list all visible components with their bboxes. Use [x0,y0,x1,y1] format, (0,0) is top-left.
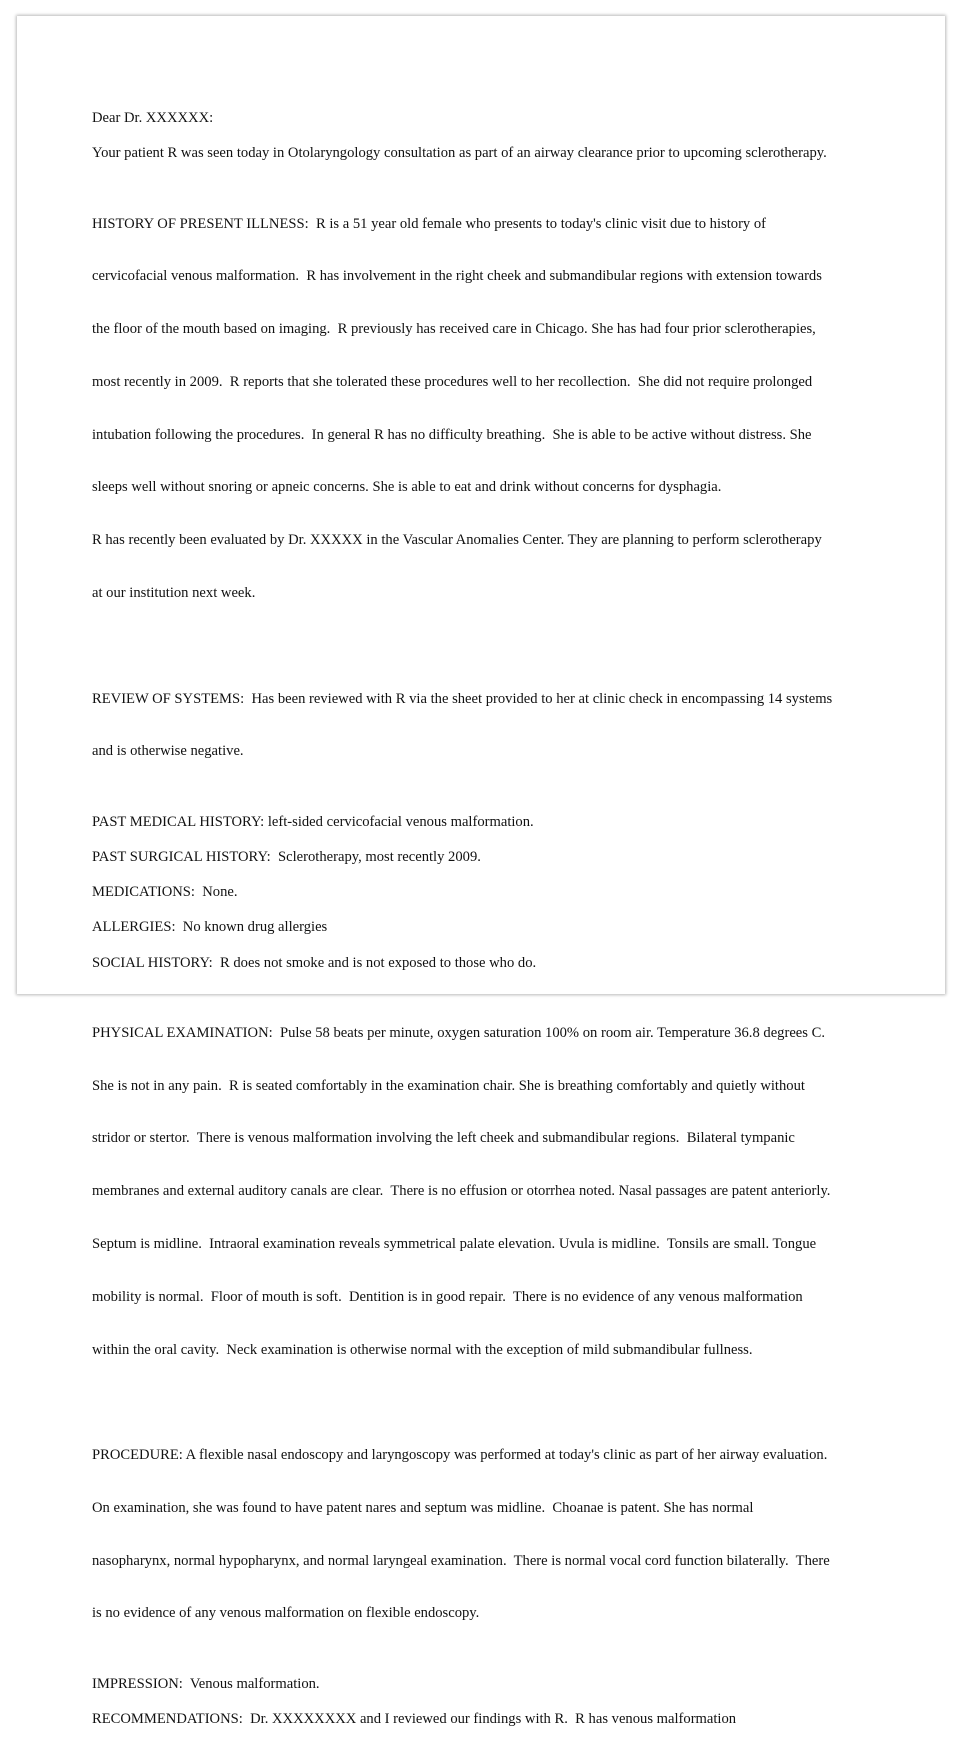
letter-body [92,110,882,1746]
history-of-present-illness [92,180,882,637]
procedure-line: PROCEDURE: A flexible nasal endoscopy and laryngoscopy was performed at today's clinic as part of her airway evaluation. [92,1447,828,1464]
review-of-systems [92,655,882,796]
hpi-line: most recently in 2009. R reports that she tolerated these procedures well to her recollection. She did not require prolonged [92,373,813,390]
past-surgical-history: PAST SURGICAL HISTORY: Sclerotherapy, most recently 2009. [92,848,481,865]
hpi-line: cervicofacial venous malformation. R has involvement in the right cheek and submandibular regions with extension towards [92,268,822,285]
exam-line: She is not in any pain. R is seated comfortably in the examination chair. She is breathing comfortably and quietly without [92,1077,805,1094]
recommendations: RECOMMENDATIONS: Dr. XXXXXXXX and I reviewed our findings with R. R has venous malformation [92,1711,737,1728]
hpi-line: the floor of the mouth based on imaging. R previously has received care in Chicago. She has had four prior sclerotherapies, [92,321,816,338]
physical-examination [92,990,882,1395]
impression: IMPRESSION: Venous malformation. [92,1675,320,1692]
exam-line: within the oral cavity. Neck examination is otherwise normal with the exception of mild submandibular fullness. [92,1341,753,1358]
hpi-line: HISTORY OF PRESENT ILLNESS: R is a 51 year old female who presents to today's clinic visit due to history of [92,215,767,232]
hpi-line: sleeps well without snoring or apneic concerns. She is able to eat and drink without concerns for dysphagia. [92,479,722,496]
hpi-line: intubation following the procedures. In general R has no difficulty breathing. She is able to be active without distress. She [92,426,812,443]
salutation: Dear Dr. XXXXXX: [92,110,214,126]
exam-line: stridor or stertor. There is venous malformation involving the left cheek and submandibular regions. Bilateral tympanic [92,1130,795,1147]
past-medical-history: PAST MEDICAL HISTORY: left-sided cervicofacial venous malformation. [92,813,534,830]
hpi-line: at our institution next week. [92,585,256,602]
ros-line: and is otherwise negative. [92,743,244,760]
ros-line: REVIEW OF SYSTEMS: Has been reviewed with R via the sheet provided to her at clinic check in encompassing 14 systems [92,690,833,707]
hpi-line: R has recently been evaluated by Dr. XXXXX in the Vascular Anomalies Center. They are planning to perform sclerotherapy [92,532,822,549]
exam-line: PHYSICAL EXAMINATION: Pulse 58 beats per minute, oxygen saturation 100% on room air. Temperature 36.8 degrees C. [92,1024,825,1041]
exam-line: membranes and external auditory canals are clear. There is no effusion or otorrhea noted. Nasal passages are patent anteriorly. [92,1183,831,1200]
allergies: ALLERGIES: No known drug allergies [92,919,328,936]
procedure-line: is no evidence of any venous malformation on flexible endoscopy. [92,1605,480,1622]
exam-line: mobility is normal. Floor of mouth is soft. Dentition is in good repair. There is no evidence of any venous malformation [92,1288,803,1305]
exam-line: Septum is midline. Intraoral examination reveals symmetrical palate elevation. Uvula is midline. Tonsils are small. Tongue [92,1236,817,1252]
medications: MEDICATIONS: None. [92,884,238,901]
intro-paragraph: Your patient R was seen today in Otolaryngology consultation as part of an airway clearance prior to upcoming sclerotherapy. [92,145,827,162]
procedure-line: nasopharynx, normal hypopharynx, and normal laryngeal examination. There is normal vocal cord function bilaterally. There [92,1552,830,1569]
procedure [92,1412,882,1658]
document-page [17,16,945,1728]
social-history: SOCIAL HISTORY: R does not smoke and is not exposed to those who do. [92,954,537,971]
procedure-line: On examination, she was found to have patent nares and septum was midline. Choanae is patent. She has normal [92,1499,754,1516]
